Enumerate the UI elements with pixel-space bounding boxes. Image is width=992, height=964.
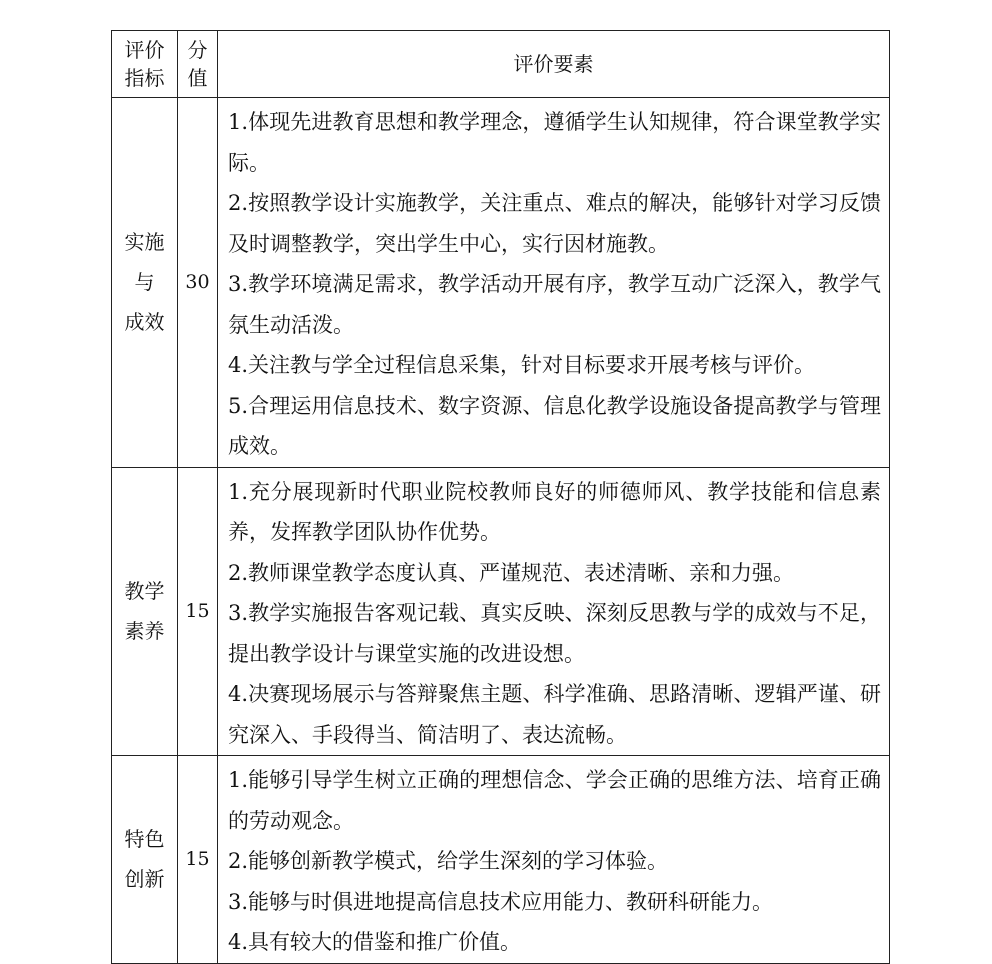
score-value: 15	[185, 600, 210, 623]
header-elements	[218, 31, 890, 98]
list-item: 3.能够与时俱进地提高信息技术应用能力、教研科研能力。	[228, 889, 774, 914]
indicator-line: 创新	[124, 867, 165, 892]
table-row	[112, 98, 890, 468]
elements-cell	[218, 756, 890, 964]
indicator-cell	[112, 756, 178, 964]
score-value: 15	[185, 848, 210, 871]
score-cell	[178, 756, 218, 964]
list-item: 3.教学环境满足需求，教学活动开展有序，教学互动广泛深入，教学气氛生动活泼。	[228, 272, 881, 337]
header-score	[178, 31, 218, 98]
score-value: 30	[185, 271, 210, 294]
indicator-line: 成效	[124, 310, 165, 335]
list-item: 4.关注教与学全过程信息采集，针对目标要求开展考核与评价。	[228, 353, 816, 377]
header-indicator	[112, 31, 178, 98]
table-row	[112, 467, 890, 756]
list-item: 2.按照教学设计实施教学，关注重点、难点的解决，能够针对学习反馈及时调整教学，突出学生中心，实行因材施教。	[228, 191, 881, 256]
elements-cell	[218, 98, 890, 468]
indicator-line: 教学	[124, 579, 165, 604]
list-item: 4.决赛现场展示与答辩聚焦主题、科学准确、思路清晰、逻辑严谨、研究深入、手段得当、简洁明了、表达流畅。	[228, 682, 881, 747]
elements-cell	[218, 467, 890, 756]
header-score-line-2: 值	[187, 66, 208, 90]
list-item: 2.教师课堂教学态度认真、严谨规范、表述清晰、亲和力强。	[228, 560, 795, 585]
list-item: 5.合理运用信息技术、数字资源、信息化教学设施设备提高教学与管理成效。	[228, 393, 881, 458]
indicator-cell	[112, 98, 178, 468]
list-item: 1.能够引导学生树立正确的理想信念、学会正确的思维方法、培育正确的劳动观念。	[228, 768, 881, 833]
score-cell	[178, 98, 218, 468]
list-item: 4.具有较大的借鉴和推广价值。	[228, 930, 522, 954]
score-cell	[178, 467, 218, 756]
list-item: 2.能够创新教学模式，给学生深刻的学习体验。	[228, 849, 669, 873]
indicator-cell	[112, 467, 178, 756]
indicator-line: 特色	[124, 827, 165, 852]
indicator-line: 与	[134, 270, 155, 295]
header-indicator-line-2: 指标	[124, 66, 165, 90]
header-elements-label: 评价要素	[513, 52, 594, 76]
table-row	[112, 756, 890, 964]
list-item: 1.充分展现新时代职业院校教师良好的师德师风、教学技能和信息素养，发挥教学团队协作优势。	[228, 479, 881, 544]
indicator-line: 素养	[124, 619, 165, 644]
list-item: 1.体现先进教育思想和教学理念，遵循学生认知规律，符合课堂教学实际。	[228, 110, 881, 175]
list-item: 3.教学实施报告客观记载、真实反映、深刻反思教与学的成效与不足，提出教学设计与课堂实施的改进设想。	[228, 601, 881, 666]
table-header-row	[112, 31, 890, 98]
indicator-line: 实施	[124, 230, 165, 255]
header-indicator-line-1: 评价	[124, 38, 165, 62]
header-score-line-1: 分	[187, 38, 208, 62]
evaluation-rubric-table	[111, 30, 890, 964]
